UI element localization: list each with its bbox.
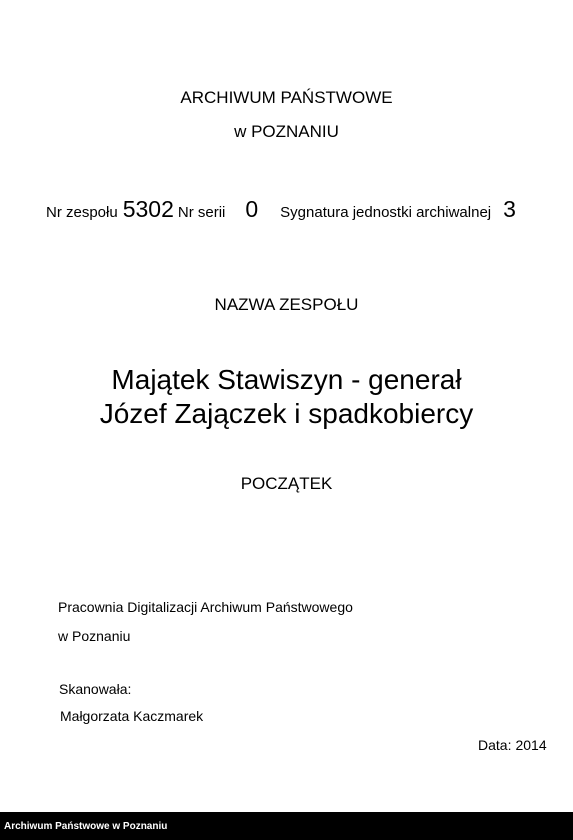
fond-name-line-2: Józef Zajączek i spadkobiercy bbox=[99, 398, 474, 429]
fond-name-line-1: Majątek Stawiszyn - generał bbox=[111, 364, 462, 395]
unit-signature-number: 3 bbox=[503, 196, 516, 222]
date-value: 2014 bbox=[515, 737, 547, 753]
footer-bar bbox=[0, 812, 573, 840]
digitization-lab-line-2: w Poznaniu bbox=[58, 628, 131, 644]
fond-number: 5302 bbox=[122, 196, 174, 222]
date-label: Data: bbox=[478, 737, 512, 753]
date-field bbox=[478, 737, 547, 753]
fond-name-label: NAZWA ZESPOŁU bbox=[214, 295, 359, 314]
series-number: 0 bbox=[245, 196, 259, 222]
scanned-by-name: Małgorzata Kaczmarek bbox=[60, 708, 204, 724]
archive-name: ARCHIWUM PAŃSTWOWE bbox=[180, 88, 393, 107]
start-marker: POCZĄTEK bbox=[240, 474, 333, 493]
scanned-by-label: Skanowała: bbox=[59, 681, 132, 697]
signature-row bbox=[46, 196, 516, 223]
digitization-lab-line-1: Pracownia Digitalizacji Archiwum Państwowego bbox=[58, 599, 353, 615]
fond-number-label: Nr zespołu bbox=[46, 204, 118, 221]
series-number-label: Nr serii bbox=[177, 204, 226, 221]
archive-city: w POZNANIU bbox=[234, 122, 339, 141]
unit-signature-label: Sygnatura jednostki archiwalnej bbox=[280, 204, 492, 221]
footer-archive-name: Archiwum Państwowe w Poznaniu bbox=[4, 821, 168, 832]
